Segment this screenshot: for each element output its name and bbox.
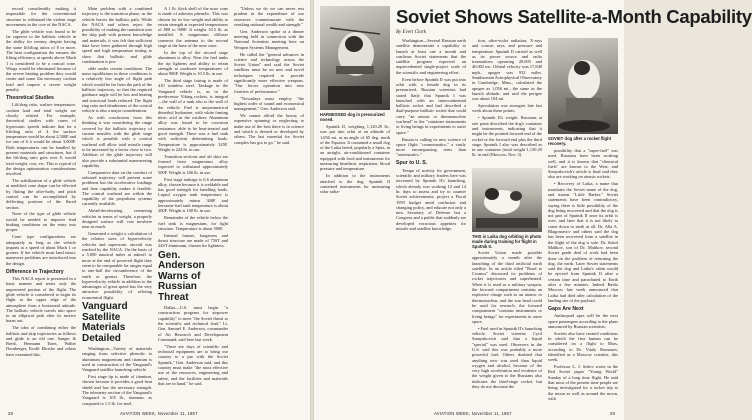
paragraph: First stage tankage is 6.6 aluminum alloy, chosen because it is weldable and has good strength for handling loads. Liquid oxygen tank temperature is approximately minus 300F and kerosene fuel tank temperature is about 200F. Weight is 168 lb. in use. xyxy=(158,176,228,214)
photo-soviet-dog xyxy=(548,38,618,134)
paragraph: Washington—Several Russian earth satellite demonstrate a capability to launch at least one a month and confirms Soviet statements that the satellite program expected an unprecedented single-project scale of the scientific and engineering effort. xyxy=(396,38,466,75)
left-page-number: 28 xyxy=(8,411,14,416)
paragraph: The third stage fairing is made of 410 stainless steel. Tankage in the Vanguard vehicle is, as in the predecessor Viking rockets, is integral—the wall of a tank also is the wall of the vehicle. Fuel is unsymmetrical dimethyl hydrazine, with white fuming nitric acid as the oxidizer. Aluminum alloy was found to be corrosion resistance, able to be heat-treated and good strength. There was a fuel tank with sufficient determining loads. Temperature is approximately 325F. Weight is 224 lb. in use. xyxy=(158,78,228,152)
paragraph: • Sputnik II's weight. Russians at one point described the dog's container and instruments, indicating that it might be the pointed forward end of the rocket or the forward end plus the third stage. Sputnik I also was described as in one container (total weight 1,120.29 lb. in end (Moscow, Nov. 3). xyxy=(472,115,542,158)
caption-bold: HARNESSED dog in pressurized nosed. xyxy=(320,112,385,122)
paragraph: "There are days of scientific and technical equipment are to bring our country to a par with the Soviet Sputnik," Gen. Anderson said, and this country must make "the most effective use of the resources, engineering and talent, and the facilities and materials that are in hand," he said. xyxy=(158,343,228,386)
byline: By Evert Clark xyxy=(396,30,426,35)
subheading: Gaps Are Next xyxy=(548,305,584,312)
paragraph: Main problem with a combined trajectory is the transition phase, as the vehicle leaves the ballistic path. While the NACA and others reject the possibility of making the transition into the skip path with present knowledge and materials, it was felt that sufficient data have been gathered through high speed and high temperature testing to show that ballistic and glide combination is pos- xyxy=(82,6,152,64)
paragraph: record considerably making it impossible for the conventional structure to withstand the violent stage movements in the core of the NACA. xyxy=(6,6,76,27)
photo-soviet-dog-image xyxy=(548,38,618,134)
paragraph: Tempo of activity for government, scientific and military leaders here was increased by Sputnik II's launching, which already was working 12 and 14 hr. days to assess and try to counter Soviet achievements, project a Fiscal 1959 budget amid confusion and changing policy, and educate not only a new Secretary of Defense but a Congress and a public that suddenly are developed voracious appetites for missile and satellite knowledge. xyxy=(396,167,466,231)
photo-harnessed-dog-image xyxy=(320,6,390,110)
paragraph: Transition sections and aft skirt are formed from magnesium alloy expected to withstand approximately 500F. Weight is 166 lb. in use. xyxy=(158,153,228,175)
caption-laika xyxy=(472,234,542,248)
right-folio: AVIATION WEEK, November 11, 1957 xyxy=(434,411,512,416)
photo-laika-image xyxy=(472,168,542,232)
paragraph: Lift/drag ratio, surface temperature, coolant load and total weight are closely related. For example, theoretical studies with cones of hypersonic speeds indicate that for a lift/drag ratio of 4 the surface temperature would be about 2,500F and for one of 6 it would be about 3,000F. Both temperatures can be handled by present materials and structures, but if the lift/drag ratio goes over 8, would total weight, cost, etc. This is typical of the design optimization considerations involved. xyxy=(6,102,76,177)
paragraph: The stabilization of a glide vehicle at modified cone shape can be effected by fluting the after-body, and pitch control can be accomplished by deflecting portions of the flared section. xyxy=(6,178,76,210)
right-column-1 xyxy=(320,124,390,406)
paragraph: Remainder of the vehicle below the fuel tank is magnesium, for light structure. Temperature is about 500F. xyxy=(158,215,228,231)
page-headline: Soviet Shows Satellite-a-Month Capability xyxy=(396,6,752,27)
paragraph: As with conclusions from this thinking it was considering the range covered by the ballistic trajectory of current missiles with the glide stage which is possible with a conical warhead will allow total missile range to be increased by a factor close to two. Addition of the glide trajectory will also provide a substantial maneuvering capability. xyxy=(82,115,152,168)
subheading: Difference in Trajectory xyxy=(6,268,64,275)
article-headline-vanguard: Vanguard Satellite Materials Detailed xyxy=(82,301,128,344)
paragraph: Sputnik II, weighing 1,120.29 lb., was put into orbit at an altitude of 1,056 mi. at an angle of 65 deg. north of the Equator. It contained a small dog of the Laika breed, popularly a Spitz, in an airtight, air-conditioned container equipped with food and instruments for measuring heartbeat, respiration, blood pressure and temperature. xyxy=(320,124,390,172)
paragraph: • Fuel used in Sputnik II's launching vehicle. Soviet scientist Cyril Stanyukovich said that a liquid "special" was used. Observers in the U.S. said this was probably a more powerful fuel. Others doubted that anything new was used than liquid oxygen and alcohol, because of the very high acceleration and evidence of the weight given to the Russians also indicates the third-stage rocket, but they do not discount the xyxy=(472,325,542,390)
paragraph: tion, ultra-violet radiation, X-rays and cosmic rays, and pressure and temperature. Sputnik II carried as well as its power source and radio transmitters operating 20.005 and 40.002 mc. Orbital velocity was 17,840 mph., apogee was 932 miles. Smithsonian Astrophysical Observatory in Cambridge, Mass., calculated the apogee as 1,056 mi., the same as the launch altitude, and said the perigee was about 104 mi. xyxy=(472,38,542,102)
paragraph: Ahead-decelerating reentering vehicles in terms of weight, a properly designed surface will cost nowhere near as much. xyxy=(82,208,152,230)
photo-laika xyxy=(472,168,542,232)
paragraph: Gen. Anderson spoke at a dinner meeting held in connection with the National Scientists meeting here on Weapon Systems Management. xyxy=(234,28,304,50)
subheading: Spur to U. S. xyxy=(396,160,428,167)
right-column-3-bottom xyxy=(472,250,542,406)
caption-soviet-dog xyxy=(548,136,618,146)
paragraph: Dallas—U.S. must begin "a construction program for airpower capability" to meet "the Soviet threat to the scientific and technical lead," Lt. Gen. Samuel E. Anderson, commander of Air Research and Development Command, said here last week. xyxy=(158,305,228,342)
paragraph: "Unless we do we can never rest prudent in the expenditure of our resources commensurate with the resulting national wealth and strength." xyxy=(234,6,304,27)
left-column-1 xyxy=(6,6,76,406)
photo-harnessed-dog xyxy=(320,6,390,110)
paragraph: The idea of combining either the ballistic and skip trajectories as follows and glide is an old one. Sanger & Bredt, Hermann Tsien, Walter Dornberger, Krafft Ehricke and others have examined this. xyxy=(6,325,76,357)
paragraph: sible under certain conditions. The mass equilibrium in these conditions is a relatively low angle of flight path which would be far from the path of the ballistic trajectory, so that the required guidance angle will be low and heating and structural loads reduced. The flight ring ratio and slenderness of the conical vehicle is also a major consideration. xyxy=(82,65,152,114)
paragraph: Cone type configurations are adequately as long as the vehicle imparts at a speed of about Mach 1 or greater. If the vehicle must land intact, maneuver problems are introduced into the design. xyxy=(6,234,76,266)
right-column-3-top xyxy=(472,38,542,166)
paragraph: None of the type of glide vehicle would be needed to improve lead braking conditions on the entry into proper. xyxy=(6,211,76,233)
caption-harnessed-dog xyxy=(320,112,390,122)
paragraph: • Recovery of Laika, a name that translates the Soviet name of the dog, and means "Little Barker." Soviet statements have been contradictory, saying there is little possibility of the dog being recovered and that the dog is not part of Sputnik II once its orbit is over, and later that it is not likely to come down to earth at all. Dr. Alla A. Blagonravov and others said the dog has been recovered from a satellite in the flight of the dog is safe. Dr. Sokol Malikov, son of Dr. Malikov, second Soviet grade deal of work had been done on the problem of returning the dog, the earth. Later Soviet statements said the dog and Laika's cabin would be ejected from Sputnik II after a certain time and parachuted to Earth after a few minutes. Indeed Radio Moscow last week announced that Laika had died after calculation of the landing site of the payload. xyxy=(548,181,618,303)
paragraph: Soviet Union made possible approximately a month after the launching of the third artificial earth satellite. In an article titled "Road to Cosmos" discussed its problems of rocket trajectories and superheated. When it is used as a military weapon, the forward compartment contains an explosive charge such as an atomic or thermonuclear, and the war head could be used for research, the forward compartment "contains instruments or living beings" for experiments in outer space. xyxy=(472,250,542,324)
paragraph: We cannot afford the luxury of expensive spinning or neglecting to make use of the best there is in science and which is desired or developed by others. The last essential for Soviet complex has got to go," he said. xyxy=(234,113,304,145)
right-column-2 xyxy=(396,38,466,406)
right-column-4 xyxy=(548,148,618,406)
article-headline-anderson: Gen. Anderson Warns of Russian Threat xyxy=(158,249,205,303)
paragraph: In the top of the second stage aluminum is alloy. Near the fuel tanks the tip lightens and ability to retain strength at moderate temperatures of about 900F. Weight is 10.5 lb. in use. xyxy=(158,49,228,77)
paragraph: Soviets also have created conditions in which the first human can be considered on a flight to Mars, according to Dr. Vitaly Romanov, identified as a Moscow scientist, this week. xyxy=(548,330,618,363)
paragraph: "Nowadays must employ "the highest order of sound and economical management," Gen. Anderson said. xyxy=(234,95,304,112)
paragraph: This NACA report is presented in a basic manner and treats only the unpowered portion of the flight. The glide vehicle is considered to begin its flight at the upper edge of the atmosphere from a horizontal attitude. The ballistic vehicle travels into space in an elliptical path after its motive burns out. xyxy=(6,276,76,324)
paragraph: possibility that a "super-fuel" was used. Russians have been working well, and it is known that "chemical fuels" are known to the West, and Stanyukovich's article is final said they also are working on atomic rockets. xyxy=(548,148,618,180)
paragraph: Comparative data on the conduct of onboard trajectory will present some problems but the accelerative loadings and heat capability makes it feasible. The conical warhead are within the capability of the propulsion systems currently available. xyxy=(82,169,152,207)
left-page xyxy=(0,0,310,420)
paragraph: In addition to the instruments attached to the dog, Sputnik II contained instruments for measuring solar radia- xyxy=(320,173,390,195)
paragraph: He called the "general advances in science and technology across the Soviet Union" and said the Soviet satellites must be on new and novel techniques required to provide significantly more effective weapons. "Our forces operation into new frontiers of performance." xyxy=(234,51,304,94)
paragraph: A 1 lb. thick shell of the nose cone is made of asbestos phenolic. This was chosen for its low weight and ability to retain strength at expected temperatures of 800 to 900F. It weighs 10.5 lb. as installed. A magnesium diffuser connects the antenna to the second stage at the base of the nose cone. xyxy=(158,6,228,49)
paragraph: First stage tip is made of titanium, chosen because it provides a good heat shield and has the necessary strength. The telemetry section of the Vanguard's Vanguard is 105 lb., titanium, as compared to 1.5 lb. for steel. xyxy=(82,374,152,406)
paragraph: Generated a weight a calculation of the relative sizes of hypervelocity vehicles and supersonic aircraft was reached by the NACA. On the basis of a 5,000 nautical miles at takeoff to more at the end of powered flight they seem to be comparable for ranges equal to one-half the circumference of the earth or greater. Therefore, the hypervelocity vehicle in addition to the advantages of great speed has the very attractive possibility of offering economical flight. xyxy=(82,231,152,300)
right-page xyxy=(314,0,752,420)
subheading: Theoretical Studies xyxy=(6,94,54,101)
paragraph: Russia is calling its new science of space flight "cosmonautics," a vastly more encompassing term than "astronautics." xyxy=(396,136,466,158)
paragraph: The glide vehicle was found to be far superior to the ballistic vehicle in the ability for reentry, despite having the same lift/drag ratios of 8 or more. The heat configuration the ensures the lifting efficiency at speeds above Mach 1 is considered to be a conical cone. Wings would be eliminated because of the severe heating problem they would create and some flat necessary coolant load and impose a severe weight penalty. xyxy=(6,28,76,93)
paragraph: Anthropoid apes will be the next space passengers according to the plans announced by Russian scientists. xyxy=(548,313,618,329)
paragraph: Internal frames, longerons and thrust structure are made of 75ST and 24ST aluminum, chosen for lightness. xyxy=(158,232,228,249)
right-page-number: 29 xyxy=(610,411,616,416)
left-column-3 xyxy=(158,6,228,406)
paragraph: Speculation was strongest late last week about these points: xyxy=(472,103,542,114)
paragraph: Washington—Variety of materials ranging from selective phenolic to aluminum magnesium and titanium is used in construction of the Vanguard's Vanguard satellite launching vehicle. xyxy=(82,346,152,373)
caption-bold: THIS is Laika dog orbiting in photo made during training for flight in Sputnik II. xyxy=(472,234,542,249)
left-column-2 xyxy=(82,6,152,406)
caption-bold: SOVIET dog after a rocket flight recovery. xyxy=(548,136,612,146)
paragraph: Even before Sputnik II was put into orbit with a female dog in its pressurized, Russian scientists had stated flatly that Sputnik I was launched with an intercontinental ballistic rocket and had described a dual-purpose ballistic rocket that could carry "an atomic or thermonuclear warhead" or the "container instruments or living beings in experiments to outer space." xyxy=(396,76,466,135)
left-folio: AVIATION WEEK, November 11, 1957 xyxy=(120,411,198,416)
left-column-4 xyxy=(234,6,304,406)
paragraph: Professor L. J. Sedov wrote in the Red Soviet paper "Young World" Sunday of a long time flight. He said that most of the present time people are being investigated for a rocket trip to the moon as well as around the moon, with xyxy=(548,364,618,401)
